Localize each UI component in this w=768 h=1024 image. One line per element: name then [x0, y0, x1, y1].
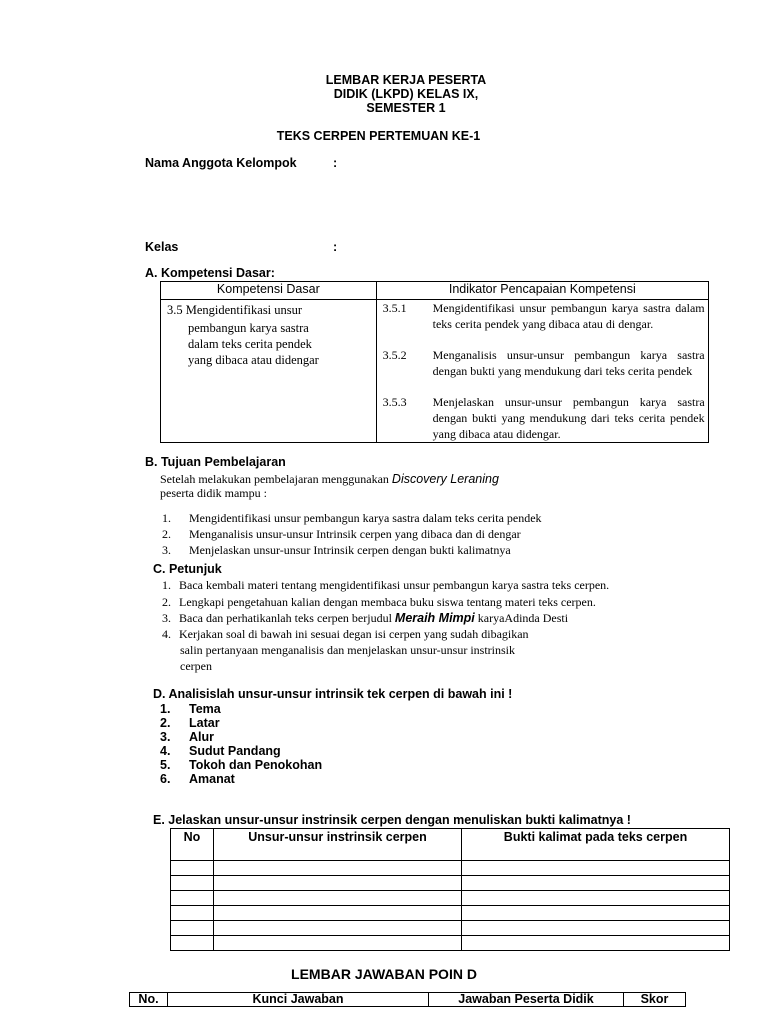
item-text: Baca kembali materi tentang mengidentifikasi unsur pembangun karya sastra teks cerpen.: [179, 578, 610, 592]
table-row: [171, 921, 730, 936]
table-cell[interactable]: [462, 921, 730, 936]
intro-method: Discovery Leraning: [391, 472, 499, 486]
item-number: 2.: [160, 716, 171, 730]
item-number: 1.: [162, 511, 171, 525]
ans-col-skor: Skor: [624, 993, 686, 1007]
list-item: [160, 744, 281, 758]
table-cell[interactable]: [462, 906, 730, 921]
list-item: [160, 758, 323, 772]
nama-colon: :: [333, 156, 338, 170]
list-item-continuation: salin pertanyaan menganalisis dan menjelaskan unsur-unsur instrinsik: [180, 643, 516, 657]
table-row: [171, 861, 730, 876]
kelas-colon: :: [333, 240, 338, 254]
table-cell[interactable]: [171, 906, 214, 921]
table-row: [171, 891, 730, 906]
item-text: Menganalisis unsur-unsur Intrinsik cerpen yang dibaca dan di dengar: [189, 527, 521, 541]
answer-table: [129, 992, 686, 1007]
section-b-intro-line2: peserta didik mampu :: [160, 486, 267, 500]
item-number: 6.: [160, 772, 171, 786]
table-row: [171, 906, 730, 921]
table-cell[interactable]: [171, 936, 214, 951]
item-number: 5.: [160, 758, 171, 772]
indicator-text: Menganalisis unsur-unsur pembangun karya sastra dengan bukti yang mendukung dari teks cerita pendek: [432, 348, 705, 378]
list-item: [162, 595, 596, 610]
table-cell[interactable]: [214, 906, 462, 921]
indicator-text: Menjelaskan unsur-unsur pembangun karya sastra dengan bukti yang mendukung dari teks cerita pendek yang dibaca atau didengar.: [432, 395, 705, 441]
ans-col-jawaban: Jawaban Peserta Didik: [429, 993, 624, 1007]
table-cell[interactable]: [171, 861, 214, 876]
kd-cell: [161, 300, 377, 443]
section-c-heading: C. Petunjuk: [153, 562, 222, 576]
list-item: [162, 611, 569, 626]
table-cell[interactable]: [214, 861, 462, 876]
table-cell[interactable]: [462, 936, 730, 951]
indicator-number: 3.5.1: [382, 301, 407, 315]
item-number: 4.: [160, 744, 171, 758]
section-a-heading: A. Kompetensi Dasar:: [145, 266, 275, 280]
ans-col-kunci: Kunci Jawaban: [168, 993, 429, 1007]
table-cell[interactable]: [462, 876, 730, 891]
item-number: 2.: [162, 595, 171, 609]
list-item: [160, 716, 220, 730]
list-item: [162, 511, 542, 526]
document-subtitle: TEKS CERPEN PERTEMUAN KE-1: [276, 129, 481, 143]
kd-line-1: 3.5 Mengidentifikasi unsur: [167, 303, 303, 317]
item-number: 1.: [160, 702, 171, 716]
table-cell[interactable]: [171, 921, 214, 936]
list-item: [160, 772, 235, 786]
indicator-item: [383, 300, 707, 348]
list-item: [160, 730, 214, 744]
item-number: 1.: [162, 578, 171, 592]
item-number: 4.: [162, 627, 171, 641]
table-cell[interactable]: [462, 861, 730, 876]
answer-sheet-title: LEMBAR JAWABAN POIN D: [291, 966, 477, 982]
indicator-number: 3.5.3: [382, 395, 407, 409]
table-row: [171, 936, 730, 951]
title-line-2: DIDIK (LKPD) KELAS IX,: [333, 87, 479, 101]
item-text: Alur: [189, 730, 214, 744]
item-number: 3.: [160, 730, 171, 744]
ans-col-no: No.: [130, 993, 168, 1007]
table-cell[interactable]: [171, 891, 214, 906]
item-number: 3.: [162, 543, 171, 557]
table-row: [171, 876, 730, 891]
table-cell[interactable]: [214, 876, 462, 891]
indicator-text: Mengidentifikasi unsur pembangun karya sastra dalam teks cerita pendek yang dibaca atau di dengar.: [432, 301, 705, 331]
section-e-heading: E. Jelaskan unsur-unsur instrinsik cerpen dengan menuliskan bukti kalimatnya !: [153, 813, 631, 827]
kd-line-2: pembangun karya sastra: [188, 321, 309, 335]
col-bukti-header: Bukti kalimat pada teks cerpen: [462, 829, 730, 861]
item-text-suffix: karyaAdinda Desti: [474, 611, 569, 625]
kelas-label: Kelas: [145, 240, 179, 254]
table-cell[interactable]: [214, 936, 462, 951]
title-line-1: LEMBAR KERJA PESERTA: [325, 73, 487, 87]
col-unsur-header: Unsur-unsur instrinsik cerpen: [214, 829, 462, 861]
kd-line-4: yang dibaca atau didengar: [188, 353, 319, 367]
item-text: Tokoh dan Penokohan: [189, 758, 323, 772]
list-item: [160, 702, 221, 716]
list-item: [162, 578, 610, 593]
section-b-heading: B. Tujuan Pembelajaran: [145, 455, 286, 469]
table-cell[interactable]: [462, 891, 730, 906]
list-item: [162, 543, 511, 558]
item-text: Lengkapi pengetahuan kalian dengan membaca buku siswa tentang materi teks cerpen.: [179, 595, 596, 609]
item-text: Tema: [189, 702, 221, 716]
table-cell[interactable]: [214, 891, 462, 906]
indicator-item: [383, 394, 707, 442]
kd-col-header: Kompetensi Dasar: [161, 282, 377, 300]
item-text: Sudut Pandang: [189, 744, 281, 758]
list-item: [162, 627, 529, 642]
indicator-item: [383, 347, 707, 395]
item-number: 3.: [162, 611, 171, 625]
kompetensi-table: [160, 281, 709, 443]
indicator-cell: [376, 300, 708, 443]
indicator-col-header: Indikator Pencapaian Kompetensi: [376, 282, 708, 300]
intro-prefix: Setelah melakukan pembelajaran menggunakan: [160, 472, 392, 486]
table-cell[interactable]: [171, 876, 214, 891]
section-d-heading: D. Analisislah unsur-unsur intrinsik tek cerpen di bawah ini !: [153, 687, 513, 701]
item-text: Latar: [189, 716, 220, 730]
item-text: Kerjakan soal di bawah ini sesuai degan isi cerpen yang sudah dibagikan: [179, 627, 529, 641]
col-no-header: No: [171, 829, 214, 861]
item-number: 2.: [162, 527, 171, 541]
unsur-table: [170, 828, 730, 951]
item-text: Menjelaskan unsur-unsur Intrinsik cerpen dengan bukti kalimatnya: [189, 543, 511, 557]
item-text: Baca dan perhatikanlah teks cerpen berjudul: [179, 611, 395, 625]
table-cell[interactable]: [214, 921, 462, 936]
list-item-continuation: cerpen: [180, 659, 212, 673]
kd-line-3: dalam teks cerita pendek: [188, 337, 312, 351]
nama-label: Nama Anggota Kelompok: [145, 156, 297, 170]
item-text: Amanat: [189, 772, 235, 786]
indicator-number: 3.5.2: [382, 348, 407, 362]
item-text: Mengidentifikasi unsur pembangun karya sastra dalam teks cerita pendek: [189, 511, 542, 525]
story-title: Meraih Mimpi: [394, 611, 475, 625]
title-line-3: SEMESTER 1: [366, 101, 446, 115]
list-item: [162, 527, 521, 542]
